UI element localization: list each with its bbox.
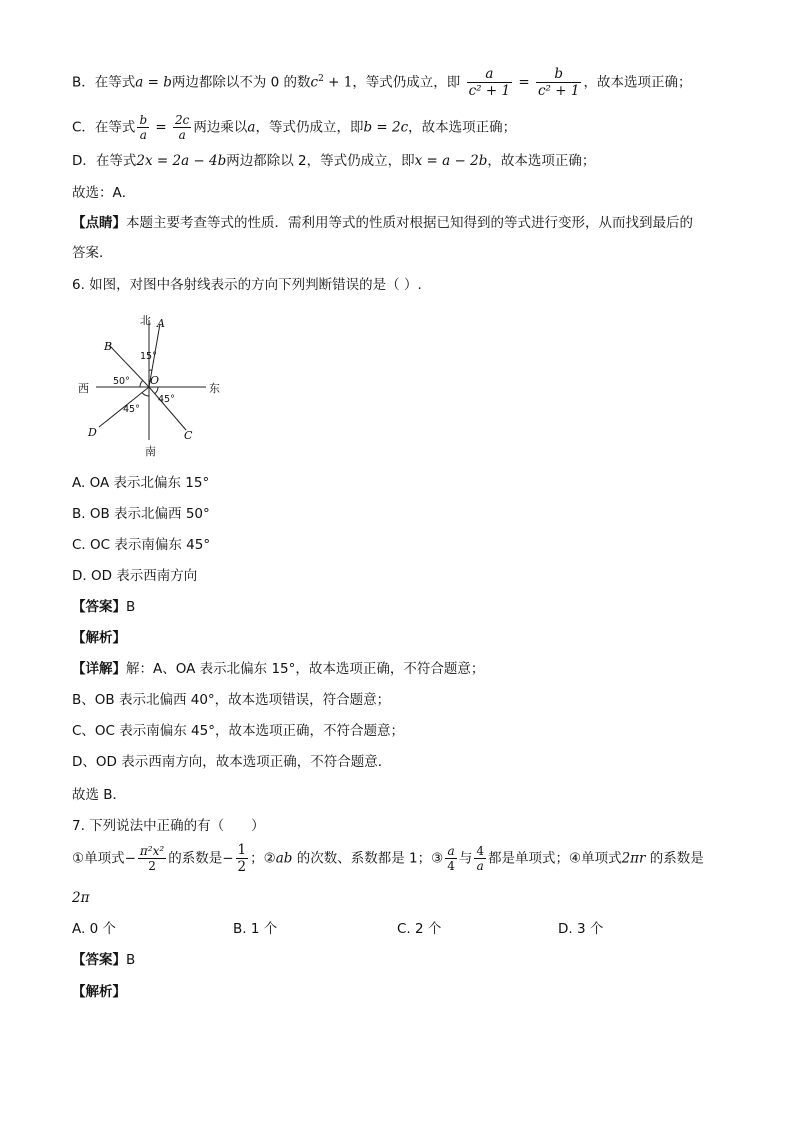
label-b: B	[104, 340, 113, 353]
math: a = b	[135, 74, 172, 91]
q6-select: 故选 B．	[72, 787, 127, 803]
comment-line-2: 答案．	[72, 245, 113, 261]
label-c: C	[184, 429, 193, 442]
label-north: 北	[140, 314, 151, 327]
q7-statements	[72, 842, 704, 875]
text: ①单项式	[72, 850, 125, 867]
math: a	[247, 119, 256, 136]
answer-tag: 【答案】	[72, 952, 126, 968]
text: 都是单项式；④单项式	[487, 850, 622, 867]
math: x = a − 2b	[414, 153, 488, 169]
fraction: $\frac{4}{a}$	[476, 844, 484, 873]
answer-tag: 【答案】	[72, 599, 126, 615]
label-west: 西	[78, 382, 89, 395]
fraction: $\frac{\text{π²x²}}{2}$	[139, 844, 165, 873]
angle-label-15: 15°	[140, 351, 157, 362]
q6-detail-1	[72, 659, 484, 679]
text: 的次数、系数都是 1；③	[292, 850, 444, 867]
question-7-stem: 7. 下列说法中正确的有（ ）	[72, 818, 265, 834]
fraction: $\frac{b}{a}$	[139, 113, 148, 142]
math: 2x = 2a − 4b	[136, 153, 227, 169]
text: 本题主要考查等式的性质．需利用等式的性质对根据已知得到的等式进行变形，从而找到最后的	[126, 215, 693, 231]
text: 两边都除以不为 0 的数	[171, 74, 311, 91]
fraction: $\frac{a}{4}$	[447, 844, 455, 873]
q7-answer	[72, 950, 135, 970]
angle-arc-45-left	[142, 393, 149, 396]
q6-detail-4: D、OD 表示西南方向，故本选项正确，不符合题意．	[72, 754, 392, 770]
label-south: 南	[145, 445, 156, 458]
fraction: $\frac{2c}{a}$	[175, 113, 190, 142]
angle-arc-50	[140, 380, 143, 387]
equals: =	[151, 119, 172, 136]
q7-analysis-tag: 【解析】	[72, 984, 126, 1000]
comment-tag: 【点睛】	[72, 215, 126, 231]
q6-detail-3: C、OC 表示南偏东 45°，故本选项正确，不符合题意；	[72, 723, 404, 739]
option-c-explanation	[72, 113, 516, 142]
label-o: O	[150, 374, 160, 387]
option-d-explanation	[72, 151, 595, 171]
q7-options	[72, 919, 603, 939]
angle-label-45-right: 45°	[158, 394, 175, 405]
text: ，故本选项正确；	[583, 74, 692, 91]
text: D．在等式	[72, 153, 137, 169]
text: 两边乘以	[193, 119, 248, 136]
label-east: 东	[209, 382, 220, 395]
detail-tag: 【详解】	[72, 661, 126, 677]
text: ，故本选项正确；	[408, 119, 517, 136]
math: c	[310, 74, 319, 91]
angle-label-45-left: 45°	[123, 404, 140, 415]
text: ，等式仍成立，即	[352, 74, 461, 91]
angle-label-50: 50°	[113, 376, 130, 387]
q6-answer	[72, 597, 135, 617]
option-b-explanation: B．在等式a = b两边都除以不为 0 的数$c^2 + 1$，等式仍成立，即 $\frac{a}{\text{c² + 1}}$ = $\frac{b}{\text{c² + 1}}$ ，故本选项正确；	[72, 66, 692, 99]
fraction: $\frac{1}{2}$	[237, 842, 247, 875]
fraction: $\frac{b}{\text{c² + 1}}$	[537, 66, 580, 99]
text: ；②	[250, 850, 276, 867]
direction-figure	[74, 312, 234, 458]
math: −	[124, 850, 136, 867]
q6-option-b: B. OB 表示北偏西 50°	[72, 506, 210, 522]
math: ab	[275, 850, 293, 867]
text: ，故本选项正确；	[487, 153, 596, 169]
q7-option-c: C. 2 个	[397, 921, 442, 937]
text: 解：A、OA 表示北偏东 15°，故本选项正确，不符合题意；	[126, 661, 485, 677]
q6-detail-2: B、OB 表示北偏西 40°，故本选项错误，符合题意；	[72, 692, 391, 708]
text: 的系数是	[645, 850, 704, 867]
math: b = 2c	[363, 119, 409, 136]
angle-arc-45-right	[155, 387, 158, 394]
text: B．在等式	[72, 74, 136, 91]
q6-option-c: C. OC 表示南偏东 45°	[72, 537, 211, 553]
math: + 1	[323, 74, 353, 91]
q7-option-d: D. 3 个	[558, 921, 604, 937]
text: ，等式仍成立，即	[255, 119, 364, 136]
answer-value: B	[126, 952, 136, 968]
comment-line-1	[72, 213, 693, 233]
q6-analysis-tag: 【解析】	[72, 630, 126, 646]
label-a: A	[157, 317, 165, 330]
q6-option-d: D. OD 表示西南方向	[72, 568, 198, 584]
question-6-stem: 6. 如图，对图中各射线表示的方向下列判断错误的是（ ）.	[72, 277, 422, 293]
text: 两边都除以 2，等式仍成立，即	[226, 153, 415, 169]
label-d: D	[88, 426, 97, 439]
text: C．在等式	[72, 119, 136, 136]
answer-value: B	[126, 599, 136, 615]
q7-option-b: B. 1 个	[233, 921, 278, 937]
q7-option-a: A. 0 个	[72, 921, 116, 937]
q6-option-a: A. OA 表示北偏东 15°	[72, 475, 210, 491]
math: 2πr	[621, 850, 646, 867]
text: 的系数是	[168, 850, 223, 867]
fraction: $\frac{a}{\text{c² + 1}}$	[468, 66, 511, 99]
q7-statement-4-answer: 2π	[72, 890, 90, 906]
select-answer: 故选：A．	[72, 185, 136, 201]
text: 与	[458, 850, 473, 867]
equals: =	[514, 74, 534, 91]
math: −	[222, 850, 234, 867]
